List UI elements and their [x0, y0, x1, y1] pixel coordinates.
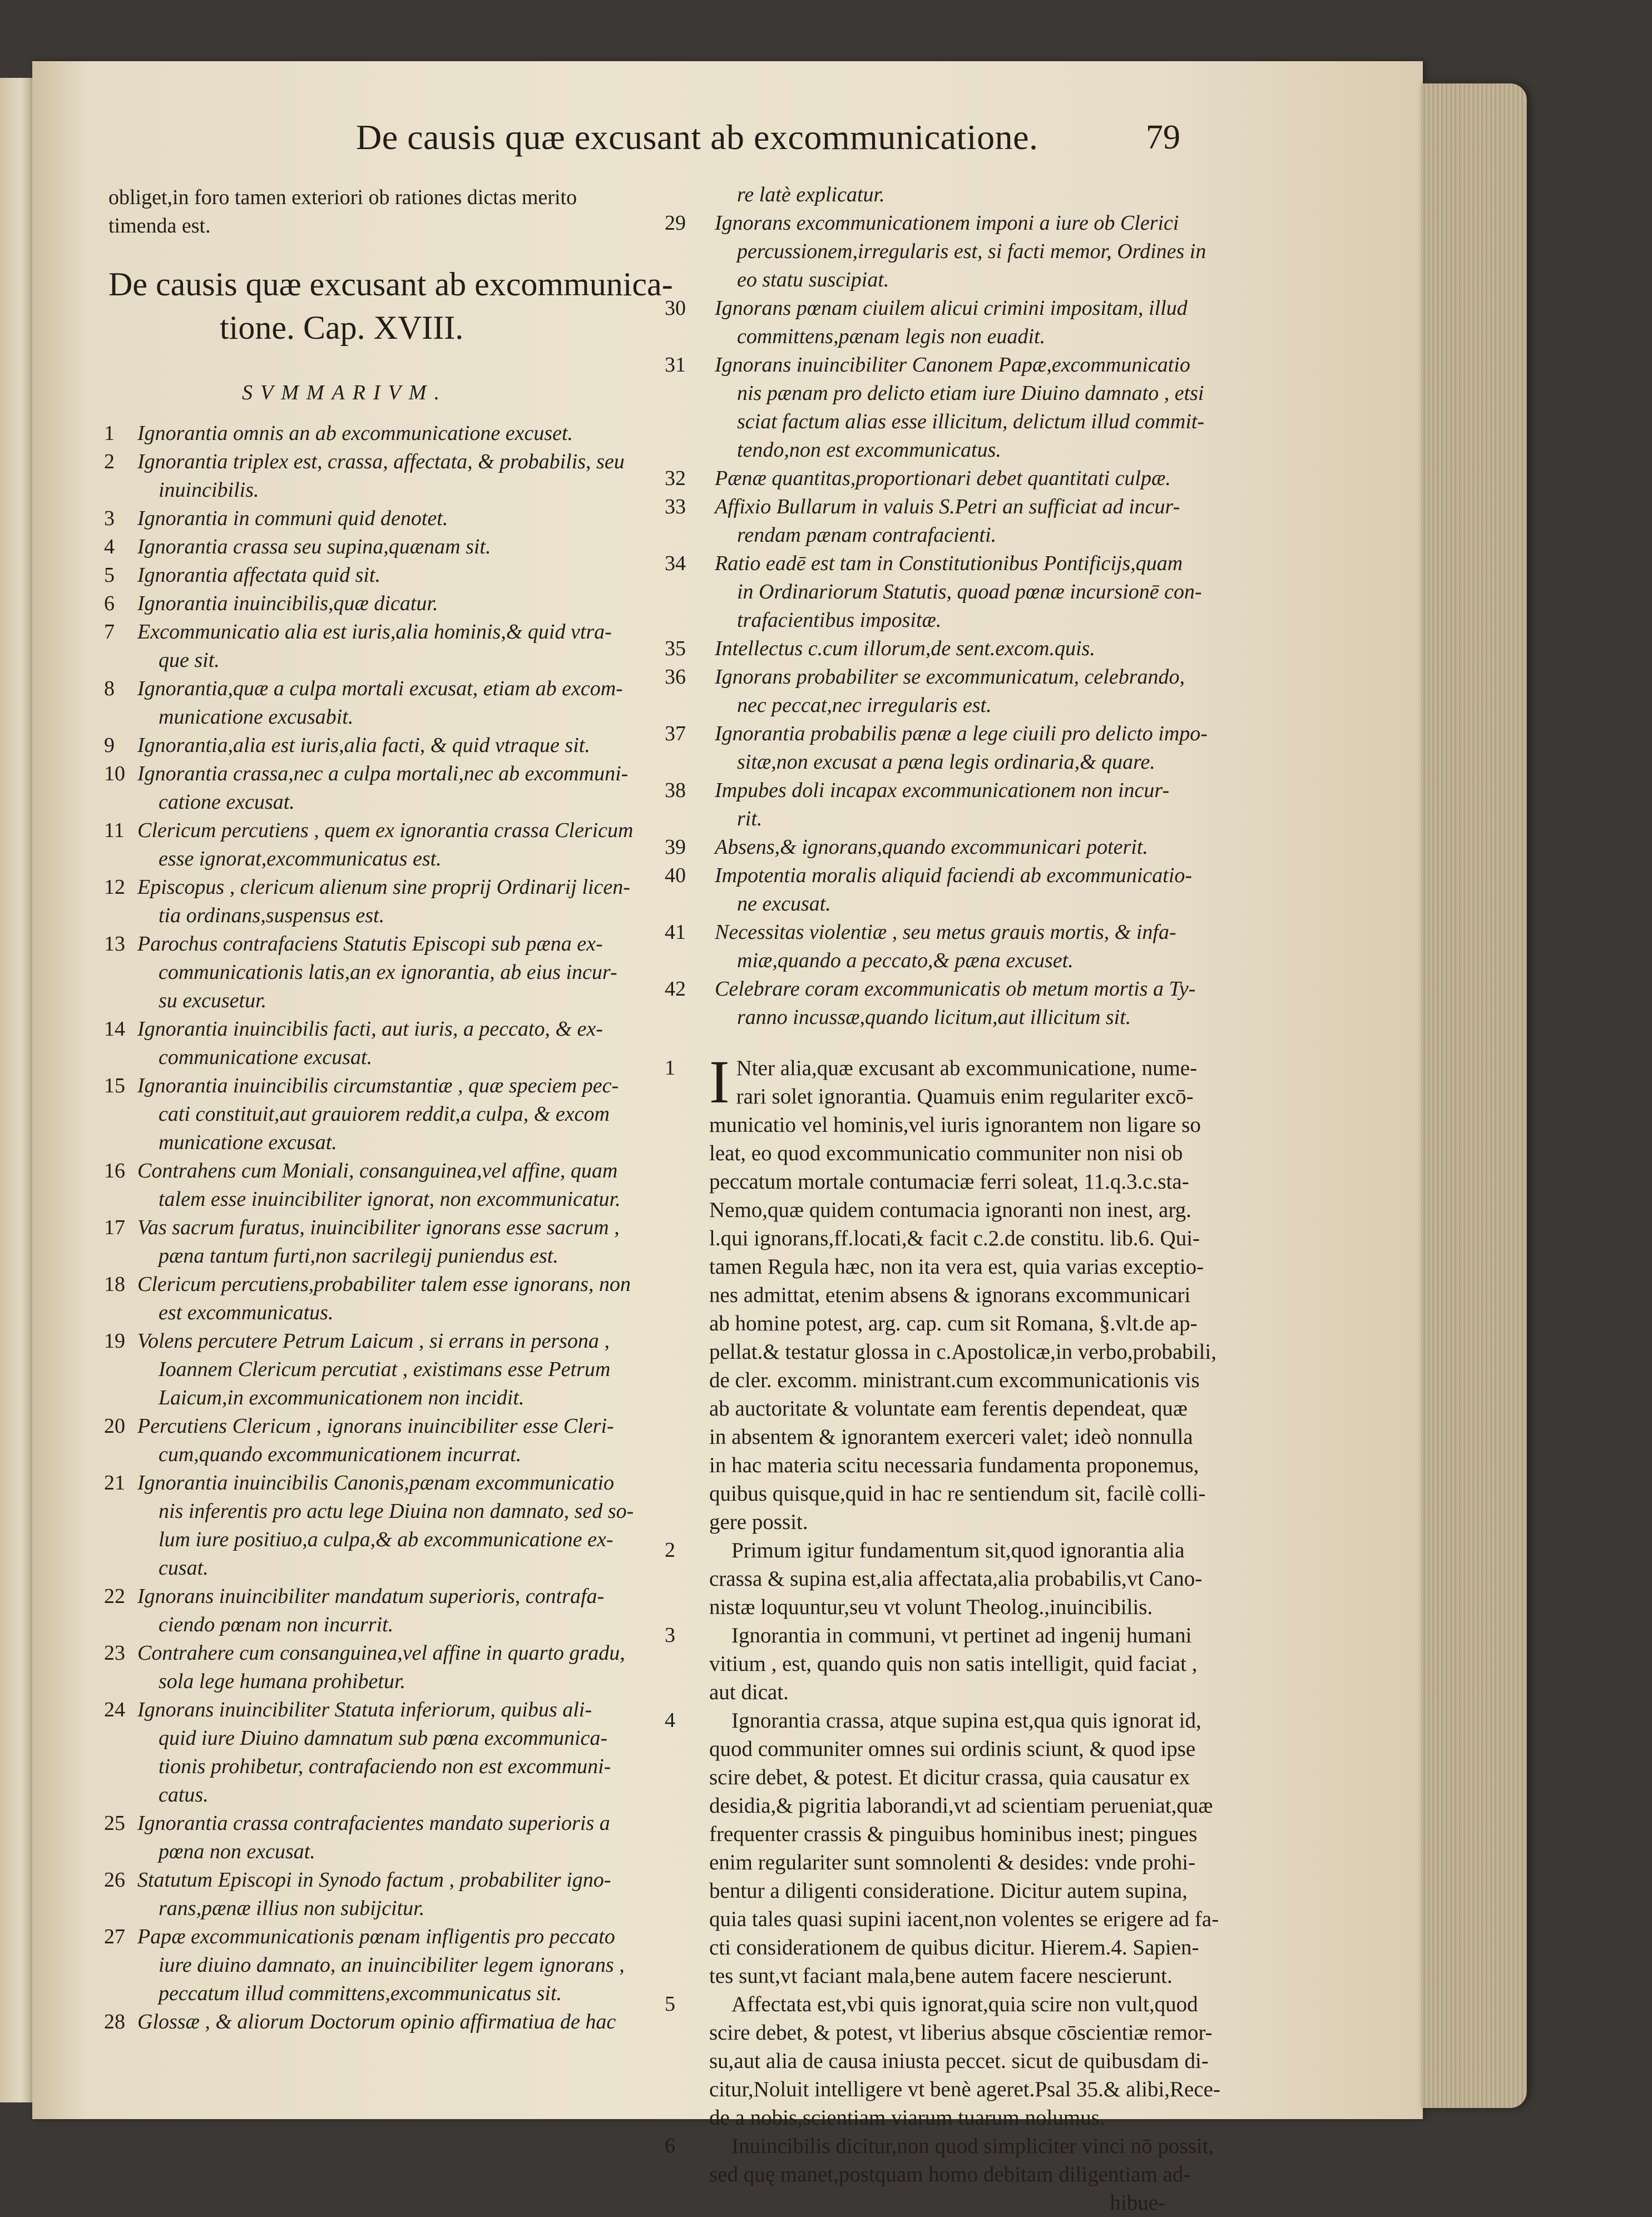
summary-item [665, 635, 1221, 663]
summary-line: talem esse inuincibiliter ignorat, non excommunicatur. [159, 1187, 621, 1211]
item-number: 39 [665, 835, 686, 859]
summary-line: Intellectus c.cum illorum,de sent.excom.quis. [715, 637, 1095, 660]
summary-line: catione excusat. [159, 790, 295, 814]
summary-line: Absens,& ignorans,quando excommunicari poterit. [715, 835, 1148, 859]
summary-item [104, 590, 665, 618]
summary-item [104, 873, 665, 930]
item-number: 6 [104, 592, 115, 615]
item-number: 33 [665, 495, 686, 518]
summary-item [104, 448, 665, 504]
summary-item [104, 1327, 665, 1412]
summary-line: Ignorantia affectata quid sit. [137, 563, 380, 587]
summary-item [104, 1582, 665, 1639]
item-number: 37 [665, 722, 686, 745]
summary-line: Celebrare coram excommunicatis ob metum mortis a Ty- [715, 977, 1196, 1001]
summary-line: Necessitas violentiæ , seu metus grauis mortis, & infa- [715, 921, 1176, 944]
margin-number: 1 [665, 1056, 675, 1080]
summary-item [104, 760, 665, 816]
item-number: 10 [104, 762, 125, 785]
summary-item [104, 1923, 665, 2008]
summary-line: ranno incussæ,quando licitum,aut illicitum sit. [737, 1006, 1131, 1029]
summary-item [104, 1157, 665, 1214]
body-line: aut dicat. [709, 1680, 789, 1704]
summary-item [104, 618, 665, 675]
summary-line: Ioannem Clericum percutiat , existimans esse Petrum [159, 1358, 611, 1381]
summary-item [104, 504, 665, 533]
summary-item [104, 1866, 665, 1923]
item-number: 26 [104, 1868, 125, 1892]
summary-item [665, 776, 1221, 833]
summary-line: nec peccat,nec irregularis est. [737, 694, 992, 717]
summary-line: tionis prohibetur, contrafaciendo non est excommuni- [159, 1755, 611, 1778]
summary-item [104, 419, 665, 448]
summary-line: Ignorantia omnis an ab excommunicatione excuset. [137, 422, 573, 445]
drop-cap: I [709, 1048, 730, 1116]
summary-line: Impotentia moralis aliquid faciendi ab excommunicatio- [715, 864, 1193, 887]
summary-item [104, 675, 665, 731]
body-line: Nemo,quæ quidem contumacia ignoranti non inest, arg. [709, 1198, 1191, 1222]
summary-line: rit. [737, 807, 763, 830]
margin-number: 6 [665, 2134, 675, 2157]
item-number: 34 [665, 552, 686, 575]
summary-line: Ignorans inuincibiliter mandatum superioris, contrafa- [137, 1585, 605, 1608]
summary-line: Ignorantia crassa,nec a culpa mortali,nec ab excommuni- [137, 762, 629, 785]
summary-item [665, 464, 1221, 493]
item-number: 35 [665, 637, 686, 660]
summary-line: sitæ,non excusat a pæna legis ordinaria,& quare. [737, 750, 1155, 774]
summary-item [104, 1809, 665, 1866]
summary-line: tendo,non est excommunicatus. [737, 438, 1001, 462]
summary-item [104, 1469, 665, 1582]
item-number: 17 [104, 1216, 125, 1239]
body-line: enim regulariter sunt somnolenti & desides: vnde prohi- [709, 1850, 1196, 1874]
body-line: gere possit. [709, 1510, 808, 1534]
summary-item [665, 975, 1221, 1032]
summary-line: cum,quando excommunicationem incurrat. [159, 1443, 522, 1466]
summary-line: iure diuino damnato, an inuincibiliter legem ignorans , [159, 1953, 625, 1977]
body-line: de cler. excomm. ministrant.cum excommunicationis vis [709, 1368, 1200, 1392]
margin-number: 2 [665, 1538, 675, 1562]
summary-line: Papæ excommunicationis pœnam infligentis pro peccato [137, 1925, 615, 1948]
body-line: scire debet, & potest. Et dicitur crassa, quia causatur ex [709, 1765, 1190, 1789]
body-line: su,aut alia de causa iniusta peccet. sicut de quibusdam di- [709, 2049, 1209, 2073]
summary-line: municatione excusat. [159, 1131, 337, 1154]
body-line: pellat.& testatur glossa in c.Apostolicæ,in verbo,probabili, [709, 1340, 1217, 1364]
folio-number: 79 [1146, 118, 1180, 156]
margin-number: 3 [665, 1624, 675, 1647]
summary-line: cusat. [159, 1556, 209, 1580]
summary-item [665, 862, 1221, 918]
body-line: in absentem & ignorantem exerceri valet; ideò nonnulla [709, 1425, 1193, 1449]
body-line: Primum igitur fundamentum sit,quod ignorantia alia [731, 1538, 1185, 1562]
summary-line: peccatum illud committens,excommunicatus sit. [159, 1982, 562, 2005]
summary-line: Affixio Bullarum in valuis S.Petri an sufficiat ad incur- [715, 495, 1180, 518]
text-line: obliget,in foro tamen exteriori ob rationes dictas merito [108, 186, 577, 209]
body-line: scire debet, & potest, vt liberius absque cōscientiæ remor- [709, 2021, 1213, 2045]
summary-line: ciendo pœnam non incurrit. [159, 1613, 394, 1636]
item-number: 22 [104, 1585, 125, 1608]
summary-item [665, 833, 1221, 862]
summary-line: pœna non excusat. [159, 1840, 315, 1863]
summary-line: Ignorantia crassa seu supina,quænam sit. [137, 535, 491, 558]
body-line: quibus quisque,quid in hac re sentiendum sit, facilè colli- [709, 1482, 1206, 1506]
body-line: crassa & supina est,alia affectata,alia probabilis,vt Cano- [709, 1567, 1203, 1591]
item-number: 38 [665, 779, 686, 802]
summary-item [104, 1696, 665, 1809]
summary-line: esse ignorat,excommunicatus est. [159, 847, 442, 870]
summary-item [104, 731, 665, 760]
item-number: 19 [104, 1329, 125, 1353]
summary-line: Contrahere cum consanguinea,vel affine in quarto gradu, [137, 1641, 625, 1665]
body-line: leat, eo quod excommunicatio communiter non nisi ob [709, 1141, 1183, 1165]
summary-line: Ignorantia inuincibilis,quæ dicatur. [137, 592, 438, 615]
summary-item [104, 2008, 665, 2036]
summary-item [665, 209, 1221, 294]
item-number: 2 [104, 450, 115, 473]
summary-line: Pænæ quantitas,proportionari debet quantitati culpæ. [715, 467, 1171, 490]
body-line: rari solet ignorantia. Quamuis enim regulariter excō- [736, 1085, 1194, 1108]
body-line: tes sunt,vt faciant mala,bene autem facere nescierunt. [709, 1964, 1173, 1988]
body-line: citur,Noluit intelligere vt benè ageret.Psal 35.& alibi,Rece- [709, 2077, 1220, 2101]
summary-line: Ignorantia crassa contrafacientes mandato superioris a [137, 1812, 610, 1835]
body-paragraph [665, 2132, 1221, 2189]
summary-line: sola lege humana prohibetur. [159, 1670, 406, 1693]
item-number: 21 [104, 1471, 125, 1495]
item-number: 30 [665, 296, 686, 320]
summary-item [665, 294, 1221, 351]
summary-line: Ignorantia in communi quid denotet. [137, 507, 448, 530]
summary-item [104, 1015, 665, 1072]
summary-line: committens,pænam legis non euadit. [737, 325, 1046, 348]
summary-item [104, 930, 665, 1015]
item-number: 13 [104, 932, 125, 956]
item-number: 15 [104, 1074, 125, 1097]
catchword: hibue- [1110, 2191, 1165, 2215]
body-line: cti considerationem de quibus dicitur. Hierem.4. Sapien- [709, 1936, 1199, 1959]
summary-line: inuincibilis. [159, 478, 259, 502]
item-number: 8 [104, 677, 115, 700]
summary-line: percussionem,irregularis est, si facti memor, Ordines in [737, 240, 1206, 263]
body-paragraph [665, 1990, 1221, 2132]
body-line: l.qui ignorans,ff.locati,& facit c.2.de constitu. lib.6. Qui- [709, 1226, 1200, 1250]
margin-number: 4 [665, 1709, 675, 1732]
summary-item [665, 918, 1221, 975]
body-line: frequenter crassis & pinguibus hominibus inest; pingues [709, 1822, 1198, 1846]
item-number: 23 [104, 1641, 125, 1665]
summary-line: nis pænam pro delicto etiam iure Diuino damnato , etsi [737, 382, 1204, 405]
summary-line: Ignorans inuincibiliter Canonem Papæ,excommunicatio [715, 353, 1190, 377]
summary-item [665, 493, 1221, 550]
item-number: 31 [665, 353, 686, 377]
summary-item [104, 1214, 665, 1270]
body-line: quia tales quasi supini iacent,non volentes se erigere ad fa- [709, 1907, 1219, 1931]
body-line: peccatum mortale contumaciæ ferri soleat, 11.q.3.c.sta- [709, 1170, 1189, 1194]
summary-line: Percutiens Clericum , ignorans inuincibiliter esse Cleri- [137, 1414, 614, 1438]
summary-line: Ignorans probabiliter se excommunicatum, celebrando, [715, 665, 1185, 689]
running-head: De causis quæ excusant ab excommunicatione. [356, 117, 1038, 157]
body-line: I Nter alia,quæ excusant ab excommunicatione, nume- [709, 1048, 1198, 1116]
summary-item [665, 720, 1221, 776]
summary-line: trafacientibus impositæ. [737, 608, 942, 632]
item-number: 16 [104, 1159, 125, 1182]
item-number: 3 [104, 507, 115, 530]
item-number: 36 [665, 665, 686, 689]
item-number: 7 [104, 620, 115, 644]
body-line: Ignorantia in communi, vt pertinet ad ingenij humani [731, 1624, 1192, 1647]
summary-line: catus. [159, 1783, 209, 1807]
summary-line: Episcopus , clericum alienum sine proprij Ordinarij licen- [137, 875, 630, 899]
body-line: nes admittat, etenim absens & ignorans excommunicari [709, 1283, 1191, 1307]
summary-item [665, 351, 1221, 464]
chapter-heading: De causis quæ excusant ab excommunica- [108, 266, 673, 303]
summarium-label: SVMMARIVM. [242, 381, 447, 404]
body-line: bentur a diligenti consideratione. Dicitur autem supina, [709, 1879, 1188, 1903]
item-number: 4 [104, 535, 115, 558]
summary-item [665, 663, 1221, 720]
body-line: Ignorantia crassa, atque supina est,qua quis ignorat id, [731, 1709, 1201, 1733]
summary-line: Ignorantia probabilis pænæ a lege ciuili pro delicto impo- [715, 722, 1208, 745]
summary-item [104, 533, 665, 561]
item-number: 9 [104, 734, 115, 757]
item-number: 24 [104, 1698, 125, 1721]
summary-line: Ignorantia triplex est, crassa, affectata, & probabilis, seu [137, 450, 625, 473]
summary-line: rans,pænæ illius non subijcitur. [159, 1897, 425, 1920]
summary-line: Laicum,in excommunicationem non incidit. [159, 1386, 525, 1409]
body-line: ab auctoritate & voluntate eam ferentis dependeat, quæ [709, 1397, 1188, 1421]
summary-line: rendam pænam contrafacienti. [737, 523, 997, 547]
summary-line: Glossæ , & aliorum Doctorum opinio affirmatiua de hac [137, 2010, 616, 2033]
summary-line: Clericum percutiens,probabiliter talem esse ignorans, non [137, 1273, 631, 1296]
summary-item [104, 561, 665, 590]
summary-line: Impubes doli incapax excommunicationem non incur- [715, 779, 1170, 802]
item-number: 42 [665, 977, 686, 1001]
summary-line: sciat factum alias esse illicitum, delictum illud commit- [737, 410, 1205, 433]
summary-line: Clericum percutiens , quem ex ignorantia crassa Clericum [137, 819, 634, 842]
summary-line: ne excusat. [737, 892, 831, 915]
summary-line: nis inferentis pro actu lege Diuina non damnato, sed so- [159, 1500, 634, 1523]
summary-line: Vas sacrum furatus, inuincibiliter ignorans esse sacrum , [137, 1216, 620, 1239]
item-number: 18 [104, 1273, 125, 1296]
item-number: 20 [104, 1414, 125, 1438]
item-number: 32 [665, 467, 686, 490]
body-line: Affectata est,vbi quis ignorat,quia scire non vult,quod [731, 1992, 1198, 2016]
body-line: Inuincibilis dicitur,non quod simpliciter vinci nō possit, [731, 2134, 1214, 2158]
item-number: 14 [104, 1017, 125, 1041]
summary-line: Ignorans excommunicationem imponi a iure ob Clerici [715, 211, 1179, 235]
item-number: 11 [104, 819, 125, 842]
body-paragraph [665, 1706, 1221, 1990]
summary-item [104, 1639, 665, 1696]
summary-line: communicatione excusat. [159, 1046, 373, 1069]
summary-item [665, 550, 1221, 635]
summary-line: lum iure positiuo,a culpa,& ab excommunicatione ex- [159, 1528, 614, 1551]
summary-line: miæ,quando a peccato,& pæna excuset. [737, 949, 1074, 972]
left-column [104, 184, 673, 2036]
summary-line: municatione excusabit. [159, 705, 354, 729]
summary-line: Ignorantia inuincibilis Canonis,pænam excommunicatio [137, 1471, 615, 1495]
summary-line: cati constituit,aut grauiorem reddit,a culpa, & excom [159, 1102, 610, 1126]
summary-item [104, 1072, 665, 1157]
body-line: desidia,& pigritia laborandi,vt ad scientiam perueniat,quæ [709, 1794, 1213, 1818]
summary-line: Statutum Episcopi in Synodo factum , probabiliter igno- [137, 1868, 611, 1892]
item-number: 1 [104, 422, 115, 445]
body-paragraph [665, 1536, 1221, 1621]
body-paragraph [665, 1048, 1221, 1536]
margin-number: 5 [665, 1992, 675, 2016]
summary-line: Excommunicatio alia est iuris,alia hominis,& quid vtra- [137, 620, 612, 644]
body-line: vitium , est, quando quis non satis intelligit, quid faciat , [709, 1652, 1198, 1676]
item-number: 25 [104, 1812, 125, 1835]
item-number: 40 [665, 864, 686, 887]
item-number: 5 [104, 563, 115, 587]
item-number: 29 [665, 211, 686, 235]
body-line: de a nobis,scientiam viarum tuarum nolumus. [709, 2106, 1105, 2130]
body-line: quod communiter omnes sui ordinis sciunt, & quod ipse [709, 1737, 1196, 1761]
text-line: timenda est. [108, 214, 211, 237]
body-paragraph [665, 1621, 1221, 1706]
summary-line: quid iure Diuino damnatum sub pœna excommunica- [159, 1726, 608, 1750]
chapter-heading: tione. Cap. XVIII. [220, 309, 464, 346]
summary-line: communicationis latis,an ex ignorantia, ab eius incur- [159, 961, 617, 984]
summary-line: Parochus contrafaciens Statutis Episcopi sub pæna ex- [137, 932, 603, 956]
summary-line: Contrahens cum Moniali, consanguinea,vel affine, quam [137, 1159, 618, 1182]
summary-line: Ignorantia,quæ a culpa mortali excusat, etiam ab excom- [137, 677, 623, 700]
body-line: ab homine potest, arg. cap. cum sit Romana, §.vlt.de ap- [709, 1312, 1198, 1335]
summary-line: pæna tantum furti,non sacrilegij puniendus est. [159, 1244, 558, 1268]
chapter-body-text [665, 1048, 1221, 2217]
text-line: re latè explicatur. [737, 183, 885, 206]
summary-line: Ignorantia inuincibilis facti, aut iuris, a peccato, & ex- [137, 1017, 603, 1041]
summary-line: que sit. [159, 649, 220, 672]
body-line: in hac materia scitu necessaria fundamenta proponemus, [709, 1453, 1199, 1477]
summary-line: Ignorantia inuincibilis circumstantiæ , quæ speciem pec- [137, 1074, 619, 1097]
summary-line: Volens percutere Petrum Laicum , si errans in persona , [137, 1329, 610, 1353]
book-fore-edge [1421, 83, 1527, 2108]
body-line: municatio vel hominis,vel iuris ignorantem non ligare so [709, 1113, 1201, 1137]
summary-line: Ignorans pœnam ciuilem alicui crimini impositam, illud [715, 296, 1188, 320]
summary-line: Ratio eadē est tam in Constitutionibus Pontificijs,quam [715, 552, 1183, 575]
summary-line: est excommunicatus. [159, 1301, 334, 1324]
summary-item [104, 1412, 665, 1469]
summary-line: tia ordinans,suspensus est. [159, 904, 385, 927]
summary-line: in Ordinariorum Statutis, quoad pœnæ incursionē con- [737, 580, 1202, 603]
summary-line: su excusetur. [159, 989, 267, 1012]
summary-line: eo statu suscipiat. [737, 268, 889, 291]
summary-item [104, 816, 665, 873]
summary-line: Ignorantia,alia est iuris,alia facti, & quid vtraque sit. [137, 734, 590, 757]
body-line: tamen Regula hæc, non ita vera est, quia varias exceptio- [709, 1255, 1204, 1279]
body-line: sed quę manet,postquam homo debitam diligentiam ad- [709, 2162, 1191, 2186]
item-number: 27 [104, 1925, 125, 1948]
previous-page-edge [0, 78, 34, 2102]
summary-item [104, 1270, 665, 1327]
body-line: nistæ loquuntur,seu vt volunt Theolog.,inuincibilis. [709, 1595, 1153, 1619]
item-number: 41 [665, 921, 686, 944]
item-number: 28 [104, 2010, 125, 2033]
right-column [665, 181, 1221, 2217]
item-number: 12 [104, 875, 125, 899]
summary-line: Ignorans inuincibiliter Statuta inferiorum, quibus ali- [137, 1698, 592, 1721]
